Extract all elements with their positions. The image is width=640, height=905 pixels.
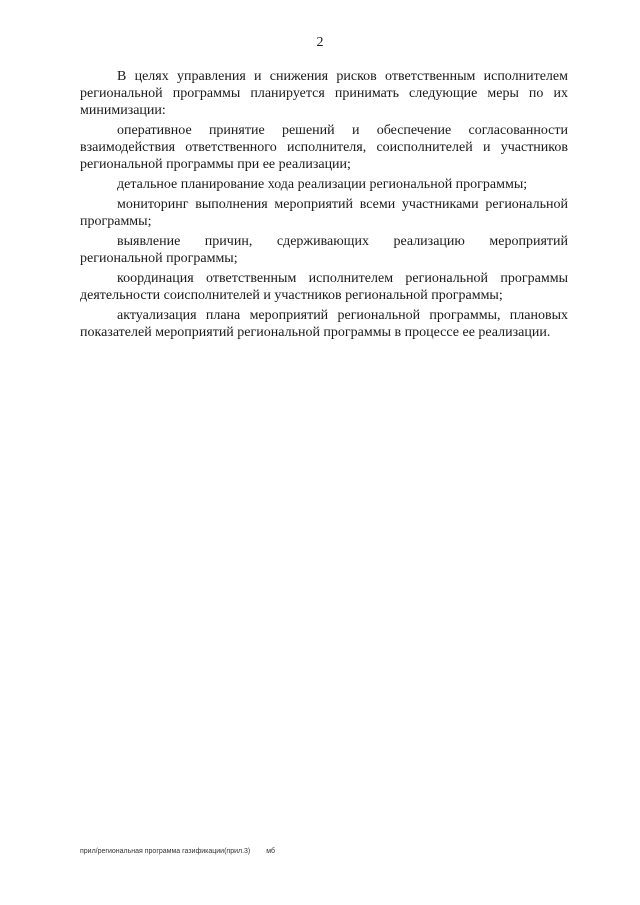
paragraph-measure-5: координация ответственным исполнителем региональной программы деятельности соисполнителей и участников региональной программы;	[80, 271, 568, 303]
page-number: 2	[316, 35, 324, 50]
paragraph-measure-6: актуализация плана мероприятий региональной программы, плановых показателей мероприятий региональной программы в процессе ее реализации.	[80, 308, 568, 340]
footer	[80, 848, 380, 855]
footer-file-path: прил/региональная программа газификации(прил.3)	[80, 848, 251, 855]
paragraph-measure-2: детальное планирование хода реализации региональной программы;	[117, 177, 528, 192]
document-body	[80, 68, 568, 344]
paragraph-intro: В целях управления и снижения рисков ответственным исполнителем региональной программы планируется принимать следующие меры по их минимизации:	[80, 69, 568, 118]
footer-author-code: мб	[266, 848, 275, 855]
paragraph-measure-4: выявление причин, сдерживающих реализацию мероприятий региональной программы;	[80, 234, 568, 266]
paragraph-measure-1: оперативное принятие решений и обеспечение согласованности взаимодействия ответственного исполнителя, соисполнителей и участников региональной программы при ее реализации;	[80, 123, 568, 172]
paragraph-measure-3: мониторинг выполнения мероприятий всеми участниками региональной программы;	[80, 197, 568, 229]
